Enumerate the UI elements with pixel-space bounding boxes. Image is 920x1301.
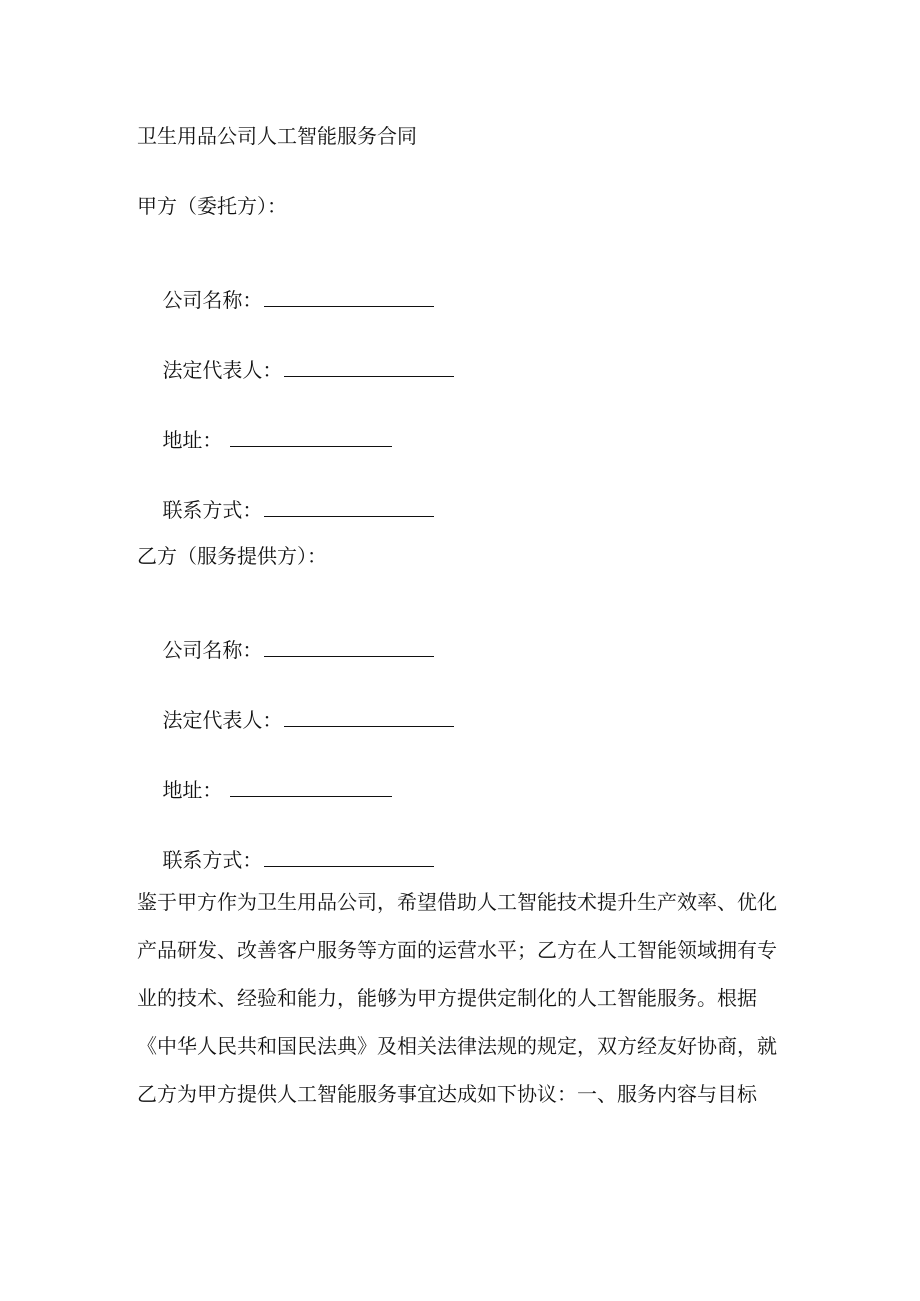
party-a-company-blank[interactable] bbox=[264, 305, 434, 307]
party-a-company-field bbox=[137, 264, 434, 336]
preamble-line: 鉴于甲方作为卫生用品公司，希望借助人工智能技术提升生产效率、优化 bbox=[137, 890, 777, 914]
party-b-company-field bbox=[137, 614, 434, 686]
document-title: 卫生用品公司人工智能服务合同 bbox=[137, 124, 417, 148]
party-b-rep-blank[interactable] bbox=[284, 725, 454, 727]
party-a-contact-label: 联系方式： bbox=[162, 498, 263, 522]
party-b-address-blank[interactable] bbox=[230, 795, 392, 797]
preamble-line: 乙方为甲方提供人工智能服务事宜达成如下协议：一、服务内容与目标 bbox=[137, 1082, 757, 1106]
party-b-rep-field bbox=[137, 684, 454, 756]
party-a-rep-blank[interactable] bbox=[284, 375, 454, 377]
party-b-contact-blank[interactable] bbox=[264, 865, 434, 867]
party-b-address-field bbox=[137, 754, 392, 826]
party-a-address-field bbox=[137, 404, 392, 476]
party-a-heading: 甲方（委托方）： bbox=[137, 194, 287, 218]
preamble-line: 产品研发、改善客户服务等方面的运营水平；乙方在人工智能领域拥有专 bbox=[137, 938, 777, 962]
preamble-paragraph bbox=[137, 890, 787, 1130]
party-b-heading: 乙方（服务提供方）： bbox=[137, 544, 327, 568]
preamble-line: 《中华人民共和国民法典》及相关法律法规的规定，双方经友好协商，就 bbox=[137, 1034, 777, 1058]
party-a-rep-field bbox=[137, 334, 454, 406]
party-a-company-label: 公司名称： bbox=[162, 288, 263, 312]
party-b-address-label: 地址： bbox=[162, 778, 223, 802]
party-b-company-label: 公司名称： bbox=[162, 638, 263, 662]
party-b-rep-label: 法定代表人： bbox=[162, 708, 283, 732]
party-a-rep-label: 法定代表人： bbox=[162, 358, 283, 382]
party-a-contact-blank[interactable] bbox=[264, 515, 434, 517]
party-b-company-blank[interactable] bbox=[264, 655, 434, 657]
party-a-address-blank[interactable] bbox=[230, 445, 392, 447]
party-b-contact-label: 联系方式： bbox=[162, 848, 263, 872]
party-b-contact-field bbox=[137, 824, 434, 896]
preamble-line: 业的技术、经验和能力，能够为甲方提供定制化的人工智能服务。根据 bbox=[137, 986, 757, 1010]
party-a-contact-field bbox=[137, 474, 434, 546]
party-a-address-label: 地址： bbox=[162, 428, 223, 452]
